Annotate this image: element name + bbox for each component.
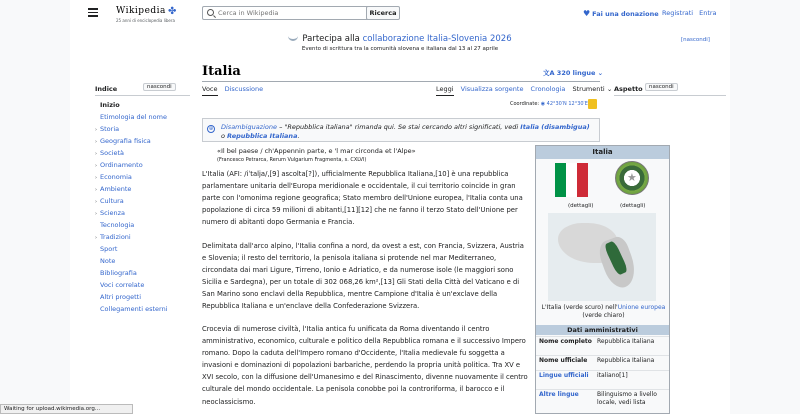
logo-tagline: 25 anni di enciclopedia libera	[116, 18, 175, 23]
toc-heading: Indice	[95, 85, 118, 93]
login-link[interactable]: Entra	[699, 9, 717, 17]
heart-icon: ♥	[583, 9, 591, 18]
toc-item[interactable]	[95, 279, 190, 291]
boat-icon	[288, 35, 298, 41]
toc-item-label: Geografia fisica	[100, 137, 151, 145]
chevron-right-icon[interactable]: ›	[95, 151, 97, 157]
toc-item[interactable]	[95, 219, 190, 231]
translate-icon: 文A	[543, 69, 557, 77]
user-links	[662, 9, 723, 17]
infobox-value: Bilinguismo a livello locale, vedi lista	[597, 391, 657, 406]
search-button[interactable]: Ricerca	[366, 6, 400, 20]
map-caption	[540, 304, 667, 320]
toc-item[interactable]	[95, 159, 190, 171]
toc-item[interactable]	[95, 99, 190, 111]
wikipedia-logo[interactable]	[110, 5, 210, 25]
puzzle-icon: ✤	[168, 6, 177, 17]
paragraph-1: L'Italia (AFI: /iˈtalja/,[9] ascolta[?]), ufficialmente Repubblica Italiana,[10] è una repubblica parlamentare unitaria dell'Europa meridionale e occidentale, il cui territorio coincide in gran parte con l'omonima regione geografica; Stato membro dell'Unione europea, l'Italia conta una popolazione di circa 59 milioni di abitanti,[11][12] che ne fanno il terzo Stato dell'Unione per numero di abitanti dopo Germania e Francia.	[202, 170, 523, 227]
search-input[interactable]	[218, 8, 363, 18]
chevron-right-icon[interactable]: ›	[95, 175, 97, 181]
infobox-row-divider	[536, 336, 669, 337]
chevron-right-icon[interactable]: ›	[95, 139, 97, 145]
toc-item[interactable]	[95, 111, 190, 123]
toc-item[interactable]	[95, 195, 190, 207]
toc-item-label: Tecnologia	[100, 221, 135, 229]
flag-stripe	[577, 163, 588, 197]
toc-item-label: Storia	[100, 125, 120, 133]
tab-discussione[interactable]: Discussione	[224, 85, 264, 93]
map-caption-link[interactable]: Unione europea	[617, 304, 666, 311]
emblem-details-link[interactable]: (dettagli)	[620, 203, 646, 209]
page-title: Italia	[202, 64, 241, 79]
toc-item-label: Altri progetti	[100, 293, 142, 301]
hatnote-link-disambigua[interactable]: Italia (disambigua)	[520, 123, 590, 131]
tab-cronologia[interactable]: Cronologia	[530, 85, 566, 93]
infobox-title: Italia	[536, 146, 669, 159]
namespace-tabs	[202, 85, 268, 96]
hatnote-mid: o	[221, 132, 228, 140]
donate-link[interactable]	[583, 9, 659, 18]
epigraph-quote: «Il bel paese / ch'Appennin parte, e 'l mar circonda et l'Alpe»	[217, 147, 416, 155]
hatnote-lead-link[interactable]: Disambiguazione	[221, 123, 277, 131]
infobox-value: Repubblica Italiana	[597, 338, 655, 345]
map-caption-1: L'Italia (verde scuro) nell'	[541, 304, 618, 311]
lock-icon[interactable]	[588, 99, 597, 109]
location-map[interactable]	[548, 213, 656, 301]
infobox-row-divider	[536, 370, 669, 371]
flag-of-italy[interactable]	[555, 163, 588, 197]
infobox-key: Altre lingue	[539, 391, 579, 398]
toc-item-label: Tradizioni	[100, 233, 131, 241]
toc-item-label: Inizio	[100, 101, 120, 109]
browser-status-bar: Waiting for upload.wikimedia.org...	[0, 404, 133, 414]
toc-item[interactable]	[95, 255, 190, 267]
emblem-of-italy[interactable]	[615, 161, 649, 195]
page	[70, 0, 730, 414]
hatnote-end: .	[297, 132, 300, 140]
toc-item-label: Scienza	[100, 209, 126, 217]
globe-icon: ◉	[540, 101, 547, 107]
hatnote-link-repubblica[interactable]: Repubblica Italiana	[227, 132, 298, 140]
toc-item-label: Collegamenti esterni	[100, 305, 168, 313]
infobox-row-divider	[536, 389, 669, 390]
chevron-right-icon[interactable]: ›	[95, 163, 97, 169]
toc-list	[95, 99, 190, 315]
chevron-right-icon[interactable]: ›	[95, 187, 97, 193]
flag-details-link[interactable]: (dettagli)	[568, 203, 594, 209]
toc-item[interactable]	[95, 231, 190, 243]
toc-hide-button[interactable]: nascondi	[143, 83, 176, 91]
language-count: 320 lingue	[556, 69, 596, 77]
toc-item-label: Ambiente	[100, 185, 132, 193]
donate-label: Fai una donazione	[592, 10, 659, 18]
infobox-key: Nome completo	[539, 338, 592, 345]
coords-label: Coordinate:	[510, 101, 541, 107]
banner-link[interactable]: collaborazione Italia-Slovenia 2026	[362, 34, 512, 44]
view-tabs	[436, 85, 617, 96]
register-link[interactable]: Registrati	[662, 9, 694, 17]
infobox-value: Repubblica Italiana	[597, 357, 655, 364]
banner-prefix: Partecipa alla	[302, 34, 363, 44]
banner-subtitle: Evento di scrittura tra la comunità slovena e italiana dal 13 al 27 aprile	[301, 46, 499, 52]
toc-item-label: Società	[100, 149, 125, 157]
title-divider	[202, 81, 600, 82]
disambiguation-hatnote	[202, 118, 600, 142]
search-box[interactable]	[202, 6, 370, 20]
chevron-right-icon[interactable]: ›	[95, 235, 97, 241]
toc-item[interactable]	[95, 291, 190, 303]
chevron-right-icon[interactable]: ›	[95, 127, 97, 133]
appearance-heading: Aspetto	[614, 85, 643, 93]
table-of-contents	[95, 84, 190, 313]
appearance-hide-button[interactable]: nascondi	[645, 83, 678, 91]
tab-sorgente[interactable]: Visualizza sorgente	[460, 85, 524, 93]
toc-item[interactable]	[95, 135, 190, 147]
flag-stripe	[555, 163, 566, 197]
toc-item[interactable]	[95, 243, 190, 255]
toc-item[interactable]	[95, 207, 190, 219]
toc-item[interactable]	[95, 147, 190, 159]
paragraph-2: Delimitata dall'arco alpino, l'Italia confina a nord, da ovest a est, con Francia, Svizzera, Austria e Slovenia; il resto del territorio, la penisola italiana si protende nel mar Mediterraneo, circondata dai mari Ligure, Tirreno, Ionio e Adriatico, e da numerose isole (le maggiori sono Sicilia e Sardegna), per un totale di 302 068,26 km²,[13] Gli Stati della Città del Vaticano e di San Marino sono enclavi della Repubblica, mentre Campione d'Italia è un'exclave della Repubblica Italiana e un'enclave della Confederazione Svizzera.	[202, 242, 524, 311]
toc-item[interactable]	[95, 183, 190, 195]
search-icon	[207, 9, 214, 16]
toc-item-label: Economia	[100, 173, 132, 181]
toc-item-label: Sport	[100, 245, 118, 253]
epigraph-source: (Francesco Petrarca, Rerum Vulgarium Fragmenta, s. CXLVI)	[217, 157, 367, 163]
banner-title	[200, 34, 600, 44]
logo-wordmark: Wikipedia	[116, 6, 166, 16]
tab-leggi[interactable]: Leggi	[436, 85, 454, 96]
toc-item-label: Note	[100, 257, 116, 265]
site-notice-banner	[200, 34, 600, 58]
main-menu-icon[interactable]	[88, 8, 98, 17]
hide-banner-link[interactable]: [nascondi]	[681, 37, 710, 43]
language-selector[interactable]	[543, 68, 603, 77]
hatnote-body: – "Repubblica italiana" rimanda qui. Se stai cercando altri significati, vedi	[277, 123, 521, 131]
toc-item-label: Bibliografia	[100, 269, 137, 277]
appearance-divider	[614, 95, 726, 96]
paragraph-3: Crocevia di numerose civiltà, l'Italia antica fu unificata da Roma diventando il centro amministrativo, economico, culturale e politico della Repubblica romana e il successivo Impero romano. Dopo la caduta dell'Impero romano d'Occidente, l'Italia medievale fu soggetta a invasioni e dominazioni di popolazioni barbariche, perdendo la propria unità politica. Tra XV e XVI secolo, con la diffusione dell'Umanesimo e del Rinascimento, divenne nuovamente il centro culturale del mondo occidentale. La penisola conobbe poi la controriforma, il barocco e il neoclassicismo.	[202, 325, 528, 406]
site-header	[70, 0, 730, 28]
chevron-right-icon[interactable]: ›	[95, 199, 97, 205]
toc-item-label: Cultura	[100, 197, 124, 205]
toc-divider	[95, 95, 190, 96]
hatnote-text	[221, 123, 591, 141]
toc-item-label: Voci correlate	[100, 281, 145, 289]
coords-link[interactable]: 42°30′N 12°30′E	[546, 101, 588, 107]
infobox	[535, 145, 670, 414]
infobox-key: Lingue ufficiali	[539, 372, 589, 379]
toc-item[interactable]	[95, 303, 190, 315]
toc-item-label: Ordinamento	[100, 161, 143, 169]
chevron-down-icon: ⌄	[597, 69, 604, 77]
coordinates	[510, 101, 588, 107]
infobox-row-divider	[536, 355, 669, 356]
tools-dropdown[interactable]: Strumenti ⌄	[572, 85, 613, 93]
toc-item[interactable]	[95, 267, 190, 279]
infobox-section-admin: Dati amministrativi	[536, 325, 669, 335]
disambiguation-icon: ⊕	[208, 126, 214, 132]
toc-item[interactable]	[95, 171, 190, 183]
toc-item-label: Etimologia del nome	[100, 113, 167, 121]
tab-voce[interactable]: Voce	[202, 85, 218, 96]
infobox-key: Nome ufficiale	[539, 357, 588, 364]
chevron-right-icon[interactable]: ›	[95, 211, 97, 217]
flag-stripe	[566, 163, 577, 197]
toc-item[interactable]	[95, 123, 190, 135]
infobox-value: italiano[1]	[597, 372, 628, 379]
tools-label: Strumenti	[572, 85, 605, 93]
map-caption-2: (verde chiaro)	[582, 312, 625, 319]
